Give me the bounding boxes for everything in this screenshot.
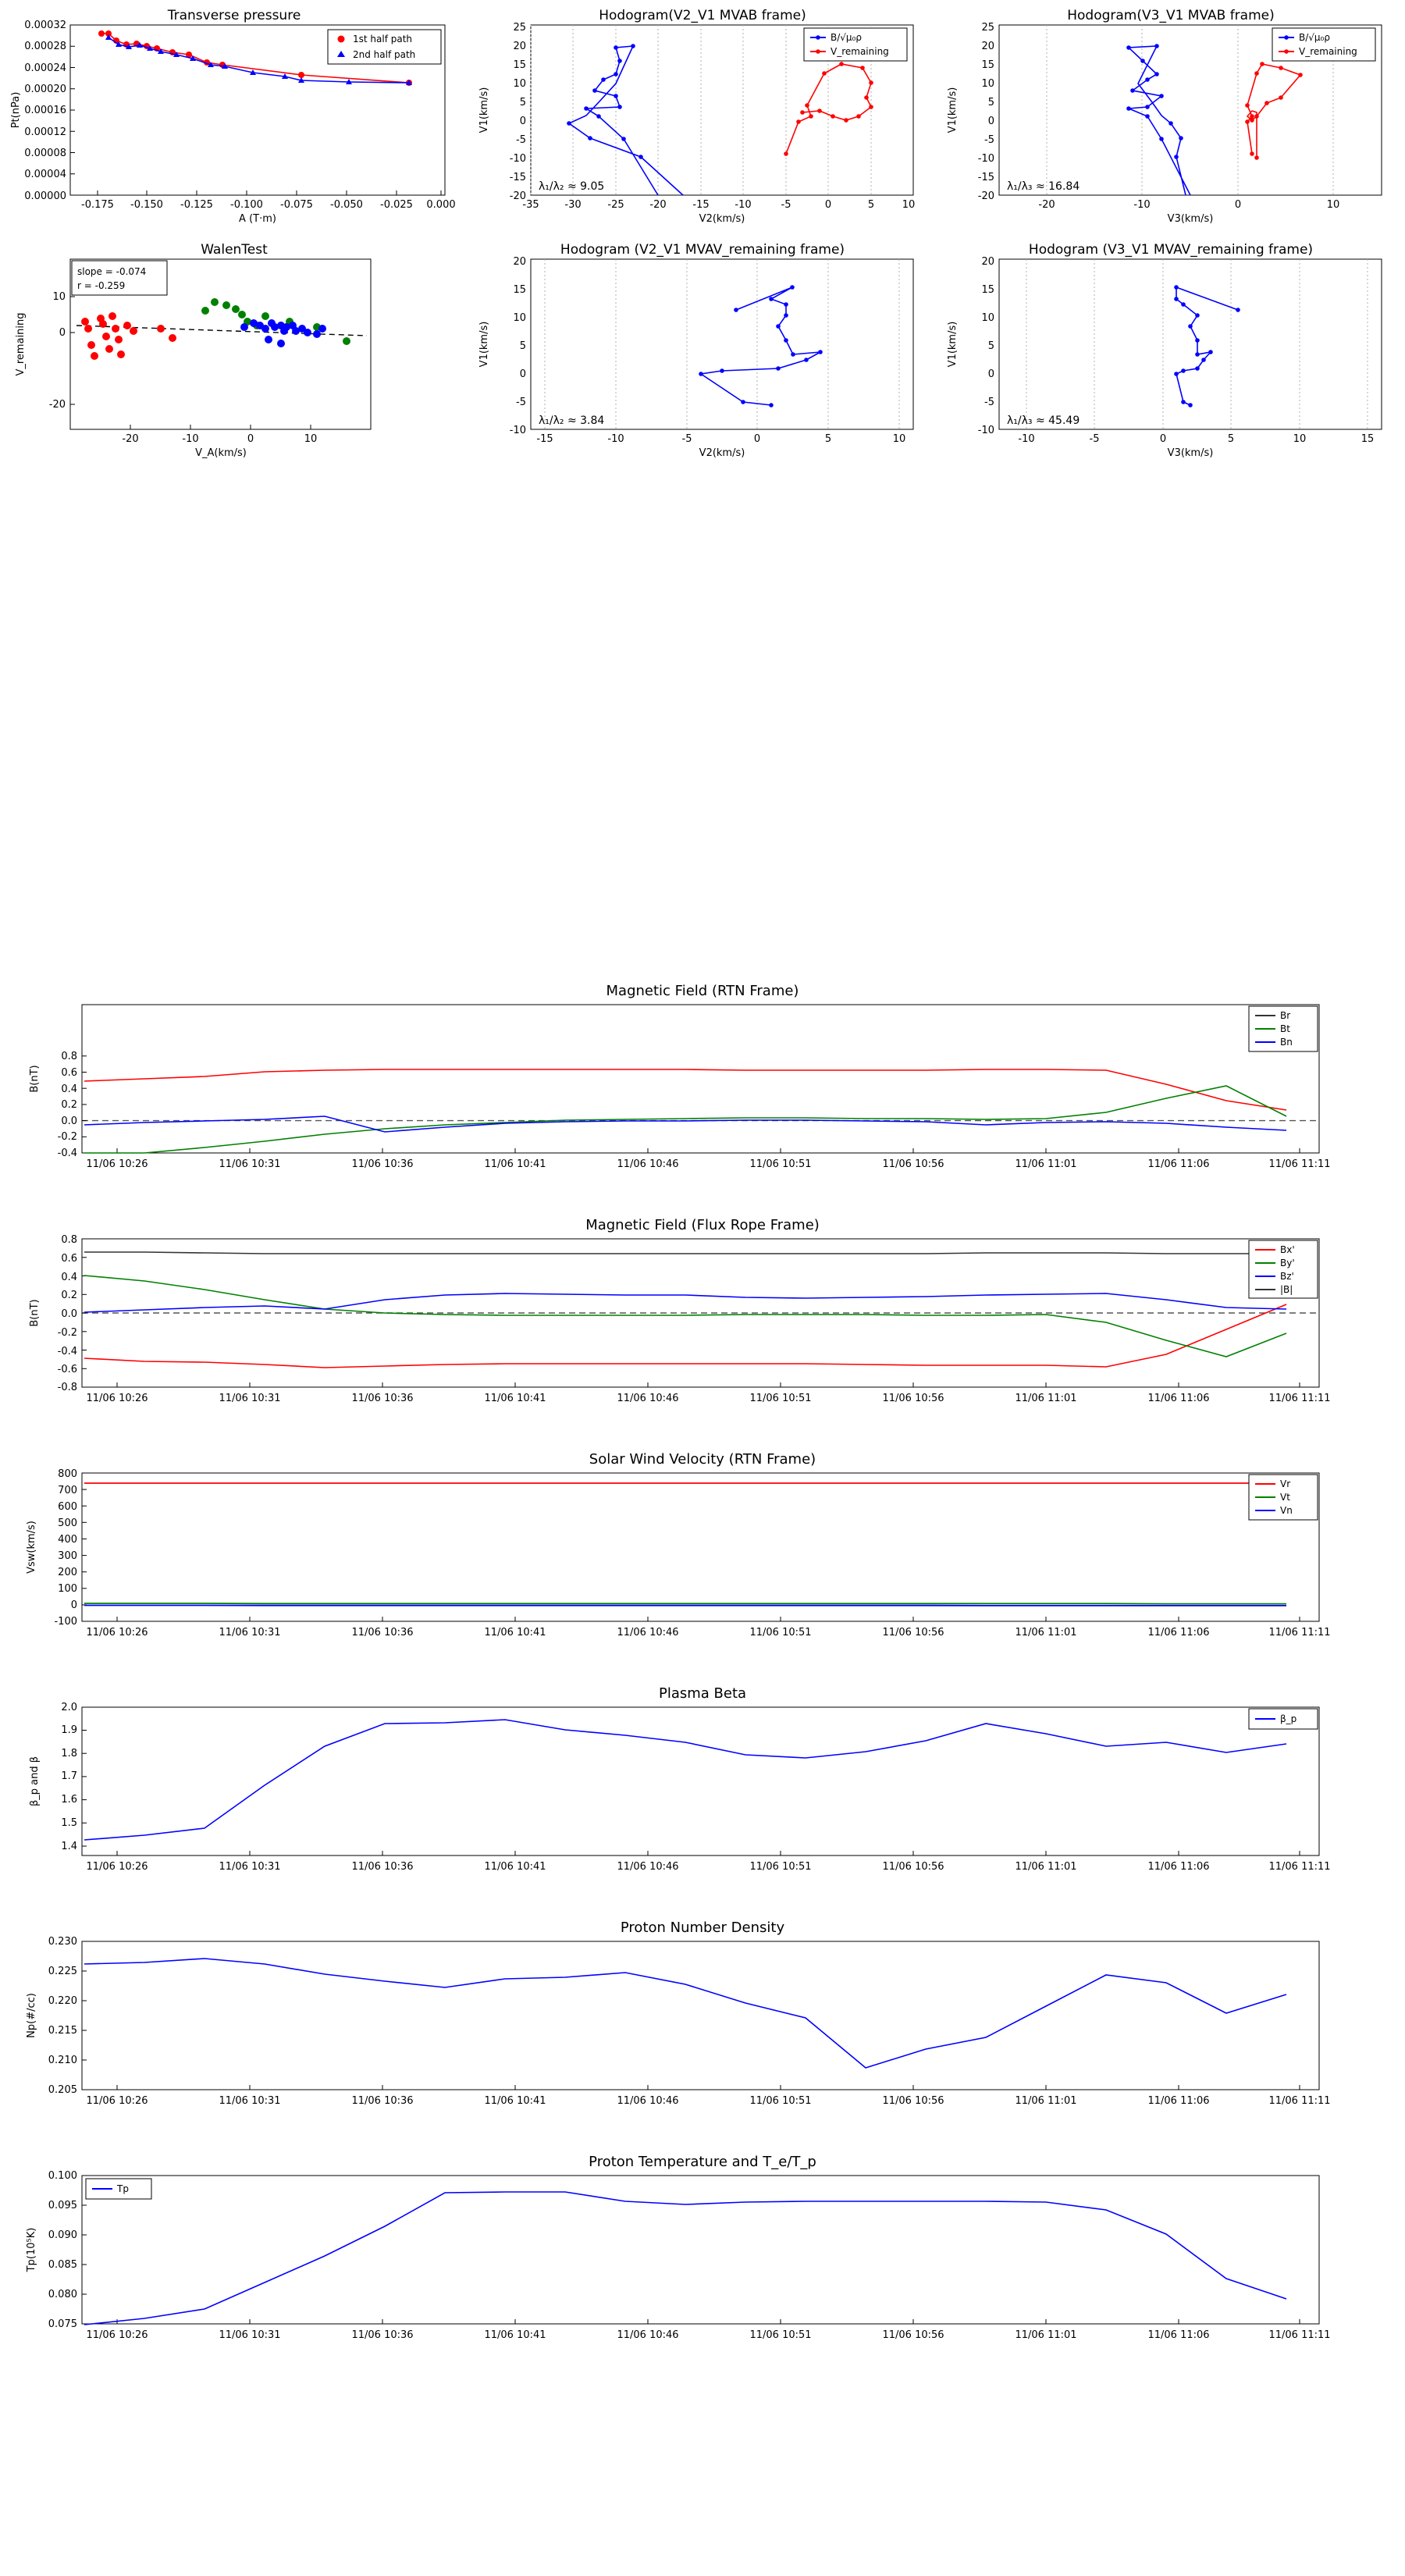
svg-text:400: 400	[58, 1534, 77, 1546]
x-axis-label: V_A(km/s)	[195, 447, 247, 459]
svg-text:0: 0	[753, 433, 761, 445]
panel-solar-wind-velocity	[0, 1440, 1405, 1674]
legend-label: Vn	[1280, 1505, 1293, 1516]
panel-title: Transverse pressure	[167, 8, 301, 23]
svg-text:15: 15	[1361, 433, 1375, 445]
svg-text:11/06 11:06: 11/06 11:06	[1147, 2095, 1210, 2107]
svg-text:0.6: 0.6	[61, 1067, 77, 1079]
svg-text:15: 15	[981, 59, 994, 71]
svg-text:15: 15	[513, 59, 526, 71]
svg-text:11/06 10:41: 11/06 10:41	[484, 1158, 546, 1170]
svg-text:11/06 10:46: 11/06 10:46	[617, 1861, 679, 1873]
transverse-pressure-svg	[0, 0, 468, 226]
magnetic-field-flux-rope-svg	[0, 1206, 1405, 1440]
x-tick-labels	[522, 199, 915, 211]
svg-text:1.8: 1.8	[61, 1748, 77, 1759]
svg-text:-15: -15	[536, 433, 553, 445]
svg-text:11/06 10:46: 11/06 10:46	[617, 2329, 679, 2341]
legend	[328, 30, 441, 64]
panel-title: Proton Number Density	[620, 1920, 785, 1936]
svg-text:11/06 10:26: 11/06 10:26	[86, 1393, 148, 1404]
y-axis-label: Tp(10⁵K)	[26, 2227, 37, 2272]
svg-text:0.4: 0.4	[61, 1083, 77, 1095]
svg-text:10: 10	[304, 433, 318, 445]
svg-text:-15: -15	[509, 172, 526, 183]
svg-text:-0.175: -0.175	[81, 199, 114, 211]
axes-frame	[82, 2176, 1319, 2324]
svg-text:11/06 10:36: 11/06 10:36	[351, 2095, 414, 2107]
svg-text:-5: -5	[984, 134, 994, 146]
svg-text:200: 200	[58, 1567, 77, 1578]
svg-text:-0.4: -0.4	[57, 1147, 77, 1159]
panel-plasma-beta	[0, 1674, 1405, 1909]
svg-text:-10: -10	[977, 153, 994, 165]
svg-text:-10: -10	[977, 425, 994, 436]
svg-text:11/06 10:36: 11/06 10:36	[351, 1158, 414, 1170]
hodogram-v2v1-mvab-svg	[468, 0, 937, 226]
svg-text:11/06 10:41: 11/06 10:41	[484, 1393, 546, 1404]
legend-label: Bx'	[1280, 1244, 1295, 1255]
legend-label: By'	[1280, 1258, 1295, 1268]
svg-text:0.215: 0.215	[48, 2025, 77, 2037]
legend-label: V_remaining	[831, 46, 889, 57]
svg-text:11/06 10:31: 11/06 10:31	[219, 1627, 281, 1638]
svg-text:0.00024: 0.00024	[24, 62, 66, 74]
svg-text:0.000: 0.000	[426, 199, 456, 211]
svg-text:-10: -10	[182, 433, 199, 445]
y-axis-label: V1(km/s)	[947, 87, 959, 133]
svg-text:11/06 10:51: 11/06 10:51	[749, 2329, 812, 2341]
y-axis-label: β_p and β	[29, 1756, 41, 1807]
proton-temperature-svg	[0, 2143, 1405, 2377]
svg-text:11/06 10:46: 11/06 10:46	[617, 1393, 679, 1404]
svg-text:11/06 10:56: 11/06 10:56	[882, 2329, 944, 2341]
svg-text:11/06 10:26: 11/06 10:26	[86, 2329, 148, 2341]
svg-text:-30: -30	[564, 199, 582, 211]
panel-walen-test	[0, 234, 468, 461]
svg-text:-25: -25	[607, 199, 624, 211]
svg-text:11/06 11:06: 11/06 11:06	[1147, 2329, 1210, 2341]
svg-text:0.100: 0.100	[48, 2170, 77, 2182]
svg-text:11/06 11:01: 11/06 11:01	[1015, 1393, 1077, 1404]
y-tick-labels	[978, 22, 994, 202]
svg-text:5: 5	[519, 340, 526, 352]
svg-text:-5: -5	[1089, 433, 1100, 445]
svg-text:2.0: 2.0	[61, 1702, 77, 1713]
svg-text:-35: -35	[522, 199, 539, 211]
legend-label: Bt	[1280, 1023, 1290, 1034]
svg-text:-10: -10	[509, 425, 526, 436]
y-tick-labels	[48, 2170, 87, 2330]
fit-slope-text: slope = -0.074	[77, 266, 147, 277]
svg-text:0.6: 0.6	[61, 1253, 77, 1265]
svg-text:0.0: 0.0	[61, 1115, 77, 1127]
svg-text:11/06 10:31: 11/06 10:31	[219, 2329, 281, 2341]
svg-text:0.00032: 0.00032	[24, 20, 66, 31]
svg-text:11/06 11:06: 11/06 11:06	[1147, 1393, 1210, 1404]
panel-proton-temperature	[0, 2143, 1405, 2377]
svg-text:0: 0	[247, 433, 254, 445]
svg-text:11/06 10:41: 11/06 10:41	[484, 1861, 546, 1873]
svg-text:11/06 10:31: 11/06 10:31	[219, 1158, 281, 1170]
solar-wind-velocity-svg	[0, 1440, 1405, 1674]
panel-magnetic-field-flux-rope	[0, 1206, 1405, 1440]
svg-text:10: 10	[902, 199, 916, 211]
panel-title: Hodogram(V2_V1 MVAB frame)	[599, 8, 806, 23]
svg-text:-0.050: -0.050	[330, 199, 363, 211]
svg-text:0.225: 0.225	[48, 1966, 77, 1977]
svg-text:0.220: 0.220	[48, 1995, 77, 2007]
y-axis-label: V_remaining	[15, 312, 27, 376]
svg-text:11/06 10:56: 11/06 10:56	[882, 1158, 944, 1170]
svg-text:-15: -15	[977, 172, 994, 183]
svg-text:-15: -15	[692, 199, 710, 211]
svg-text:25: 25	[513, 22, 526, 34]
legend-label: 1st half path	[353, 34, 413, 44]
svg-text:-0.2: -0.2	[57, 1327, 77, 1339]
svg-text:1.4: 1.4	[61, 1841, 77, 1852]
svg-text:0.8: 0.8	[61, 1051, 77, 1062]
svg-text:10: 10	[1326, 199, 1340, 211]
svg-text:-20: -20	[122, 433, 139, 445]
y-tick-labels	[510, 22, 526, 202]
svg-text:0.00000: 0.00000	[24, 190, 66, 202]
panel-title: Magnetic Field (Flux Rope Frame)	[585, 1217, 820, 1233]
svg-text:11/06 10:31: 11/06 10:31	[219, 2095, 281, 2107]
axes-frame	[82, 1707, 1319, 1856]
axes-frame	[82, 1473, 1319, 1621]
panel-title: WalenTest	[201, 242, 268, 258]
plot-area	[10, 20, 456, 225]
panel-hodogram-v2v1-mvav	[468, 234, 937, 461]
svg-text:-5: -5	[781, 199, 791, 211]
axes-frame	[531, 259, 913, 429]
svg-text:11/06 10:51: 11/06 10:51	[749, 1861, 812, 1873]
svg-text:11/06 10:46: 11/06 10:46	[617, 1158, 679, 1170]
svg-text:600: 600	[58, 1501, 77, 1513]
svg-text:0: 0	[519, 368, 526, 380]
svg-text:0.2: 0.2	[61, 1290, 77, 1301]
svg-text:1.5: 1.5	[61, 1817, 77, 1829]
svg-text:-0.2: -0.2	[57, 1131, 77, 1143]
axes-frame	[82, 1005, 1319, 1153]
svg-text:11/06 10:31: 11/06 10:31	[219, 1393, 281, 1404]
svg-text:11/06 11:01: 11/06 11:01	[1015, 2095, 1077, 2107]
svg-text:-5: -5	[516, 134, 526, 146]
svg-text:0.205: 0.205	[48, 2084, 77, 2096]
svg-text:0.095: 0.095	[48, 2200, 77, 2211]
svg-text:11/06 10:41: 11/06 10:41	[484, 2095, 546, 2107]
svg-text:11/06 10:56: 11/06 10:56	[882, 1861, 944, 1873]
svg-text:-10: -10	[1018, 433, 1035, 445]
series-vt	[84, 1603, 1286, 1604]
svg-text:11/06 10:26: 11/06 10:26	[86, 1158, 148, 1170]
y-tick-labels	[48, 1936, 87, 2096]
svg-text:11/06 10:36: 11/06 10:36	[351, 2329, 414, 2341]
svg-text:5: 5	[519, 97, 526, 109]
svg-text:-5: -5	[516, 397, 526, 408]
svg-text:-20: -20	[1038, 199, 1055, 211]
legend	[804, 28, 907, 61]
y-tick-labels	[510, 256, 526, 436]
y-axis-label: Vsw(km/s)	[26, 1521, 37, 1574]
svg-text:10: 10	[981, 312, 994, 324]
legend	[1249, 1709, 1318, 1729]
svg-text:11/06 11:01: 11/06 11:01	[1015, 2329, 1077, 2341]
svg-text:11/06 10:46: 11/06 10:46	[617, 1627, 679, 1638]
magnetic-field-rtn-svg	[0, 972, 1405, 1206]
x-tick-labels	[536, 433, 905, 445]
panel-title: Solar Wind Velocity (RTN Frame)	[589, 1451, 816, 1468]
svg-text:11/06 10:51: 11/06 10:51	[749, 1393, 812, 1404]
svg-text:11/06 10:41: 11/06 10:41	[484, 1627, 546, 1638]
svg-text:100: 100	[58, 1583, 77, 1595]
svg-text:0.090: 0.090	[48, 2229, 77, 2241]
fit-textbox	[72, 261, 167, 295]
svg-text:-0.4: -0.4	[57, 1346, 77, 1357]
svg-text:25: 25	[981, 22, 994, 34]
panel-hodogram-v3v1-mvav	[937, 234, 1405, 461]
svg-text:300: 300	[58, 1550, 77, 1562]
svg-text:1.7: 1.7	[61, 1770, 77, 1782]
proton-number-density-svg	[0, 1909, 1405, 2143]
svg-text:0.2: 0.2	[61, 1099, 77, 1111]
panel-hodogram-v2v1-mvab	[468, 0, 937, 226]
svg-text:11/06 11:11: 11/06 11:11	[1268, 2095, 1331, 2107]
svg-text:0.0: 0.0	[61, 1308, 77, 1320]
svg-text:-100: -100	[54, 1616, 77, 1628]
x-axis-label: V3(km/s)	[1167, 447, 1214, 459]
legend-label: Vt	[1280, 1492, 1290, 1503]
fit-correlation-text: r = -0.259	[77, 280, 126, 291]
svg-text:10: 10	[513, 312, 526, 324]
y-tick-labels	[24, 20, 75, 202]
svg-text:-5: -5	[681, 433, 692, 445]
svg-text:-0.075: -0.075	[280, 199, 313, 211]
panel-transverse-pressure	[0, 0, 468, 226]
svg-text:11/06 11:11: 11/06 11:11	[1268, 1393, 1331, 1404]
svg-text:0.230: 0.230	[48, 1936, 77, 1948]
eigenvalue-ratio-annotation: λ₁/λ₃ ≈ 45.49	[1007, 415, 1080, 427]
svg-text:15: 15	[981, 284, 994, 296]
svg-text:5: 5	[987, 97, 994, 109]
svg-text:11/06 10:46: 11/06 10:46	[617, 2095, 679, 2107]
eigenvalue-ratio-annotation: λ₁/λ₃ ≈ 16.84	[1007, 180, 1080, 193]
svg-text:-0.8: -0.8	[57, 1382, 77, 1393]
plasma-beta-svg	[0, 1674, 1405, 1909]
svg-text:20: 20	[981, 41, 994, 52]
hodogram-v2v1-mvav-svg	[468, 234, 937, 461]
legend-label: Bn	[1280, 1037, 1293, 1048]
legend-label: |B|	[1280, 1284, 1293, 1295]
svg-text:0.210: 0.210	[48, 2055, 77, 2066]
svg-text:10: 10	[52, 291, 66, 303]
panel-proton-number-density	[0, 1909, 1405, 2143]
svg-text:11/06 10:51: 11/06 10:51	[749, 1158, 812, 1170]
svg-text:0.00020: 0.00020	[24, 84, 66, 95]
y-axis-label: B(nT)	[29, 1299, 41, 1327]
panel-title: Plasma Beta	[658, 1685, 747, 1702]
legend-label: B/√μ₀ρ	[831, 32, 862, 43]
svg-text:0.00012: 0.00012	[24, 126, 66, 138]
svg-text:0.080: 0.080	[48, 2289, 77, 2300]
svg-text:15: 15	[513, 284, 526, 296]
svg-text:11/06 11:11: 11/06 11:11	[1268, 2329, 1331, 2341]
svg-text:20: 20	[981, 256, 994, 268]
panel-title: Hodogram(V3_V1 MVAB frame)	[1067, 8, 1275, 23]
walen-test-svg	[0, 234, 468, 461]
svg-text:-0.125: -0.125	[180, 199, 213, 211]
svg-text:11/06 11:01: 11/06 11:01	[1015, 1627, 1077, 1638]
svg-text:0: 0	[987, 116, 994, 127]
legend-label: Tp	[117, 2183, 129, 2194]
svg-text:11/06 10:36: 11/06 10:36	[351, 1861, 414, 1873]
legend	[86, 2179, 151, 2199]
legend-label: Br	[1280, 1010, 1291, 1021]
legend-label: Vr	[1280, 1478, 1291, 1489]
legend	[1249, 1240, 1318, 1298]
svg-text:-20: -20	[509, 190, 526, 202]
legend	[1249, 1475, 1318, 1520]
hodogram-v3v1-mvav-svg	[937, 234, 1405, 461]
svg-text:11/06 10:26: 11/06 10:26	[86, 1861, 148, 1873]
svg-text:10: 10	[981, 78, 994, 90]
x-tick-labels	[1038, 199, 1339, 211]
svg-text:11/06 11:06: 11/06 11:06	[1147, 1627, 1210, 1638]
x-axis-label: V2(km/s)	[699, 447, 745, 459]
svg-text:0.00016: 0.00016	[24, 105, 66, 116]
eigenvalue-ratio-annotation: λ₁/λ₂ ≈ 9.05	[539, 180, 605, 193]
svg-text:0: 0	[987, 368, 994, 380]
x-axis-label: A (T·m)	[239, 213, 276, 225]
x-axis-label: V2(km/s)	[699, 213, 745, 225]
svg-text:0.4: 0.4	[61, 1272, 77, 1283]
panel-title: Magnetic Field (RTN Frame)	[606, 983, 799, 999]
svg-text:11/06 10:56: 11/06 10:56	[882, 1393, 944, 1404]
panel-title: Hodogram (V3_V1 MVAV_remaining frame)	[1028, 242, 1314, 258]
svg-text:500: 500	[58, 1517, 77, 1529]
svg-text:11/06 10:36: 11/06 10:36	[351, 1627, 414, 1638]
svg-text:-10: -10	[1133, 199, 1151, 211]
svg-text:20: 20	[513, 41, 526, 52]
svg-text:0.085: 0.085	[48, 2259, 77, 2271]
svg-text:5: 5	[987, 340, 994, 352]
svg-text:0.075: 0.075	[48, 2318, 77, 2330]
y-axis-label: V1(km/s)	[478, 321, 490, 368]
svg-text:-20: -20	[48, 399, 66, 411]
svg-text:11/06 10:56: 11/06 10:56	[882, 2095, 944, 2107]
legend	[1249, 1006, 1318, 1051]
svg-text:-20: -20	[977, 190, 994, 202]
svg-text:0: 0	[1159, 433, 1167, 445]
svg-text:11/06 10:51: 11/06 10:51	[749, 1627, 812, 1638]
svg-text:1.9: 1.9	[61, 1724, 77, 1736]
svg-text:-10: -10	[509, 153, 526, 165]
svg-text:11/06 11:01: 11/06 11:01	[1015, 1861, 1077, 1873]
y-axis-label: V1(km/s)	[478, 87, 490, 133]
svg-text:-10: -10	[607, 433, 624, 445]
svg-text:0: 0	[519, 116, 526, 127]
svg-text:11/06 11:11: 11/06 11:11	[1268, 1158, 1331, 1170]
hodogram-v3v1-mvab-svg	[937, 0, 1405, 226]
legend-label: 2nd half path	[353, 49, 416, 60]
svg-text:5: 5	[867, 199, 875, 211]
svg-text:11/06 10:36: 11/06 10:36	[351, 1393, 414, 1404]
svg-text:5: 5	[824, 433, 832, 445]
y-axis-label: B(nT)	[29, 1065, 41, 1093]
panel-title: Proton Temperature and T_e/T_p	[589, 2154, 816, 2170]
panel-hodogram-v3v1-mvab	[937, 0, 1405, 226]
svg-text:-10: -10	[735, 199, 752, 211]
svg-text:0: 0	[59, 327, 66, 339]
svg-text:5: 5	[1227, 433, 1235, 445]
legend-label: β_p	[1280, 1713, 1297, 1724]
svg-text:800: 800	[58, 1468, 77, 1480]
svg-text:0.00008: 0.00008	[24, 148, 66, 159]
svg-text:-0.100: -0.100	[230, 199, 263, 211]
y-tick-labels	[978, 256, 994, 436]
x-axis-label: V3(km/s)	[1167, 213, 1214, 225]
svg-text:10: 10	[892, 433, 906, 445]
svg-text:700: 700	[58, 1485, 77, 1496]
legend-label: V_remaining	[1299, 46, 1357, 57]
svg-text:11/06 11:01: 11/06 11:01	[1015, 1158, 1077, 1170]
svg-text:0.00028: 0.00028	[24, 41, 66, 52]
svg-text:10: 10	[513, 78, 526, 90]
svg-text:-5: -5	[984, 397, 994, 408]
svg-text:11/06 11:11: 11/06 11:11	[1268, 1861, 1331, 1873]
svg-text:0: 0	[1234, 199, 1242, 211]
svg-text:11/06 10:26: 11/06 10:26	[86, 2095, 148, 2107]
legend-label: Bz'	[1280, 1271, 1294, 1282]
svg-text:11/06 11:06: 11/06 11:06	[1147, 1861, 1210, 1873]
svg-text:0: 0	[824, 199, 832, 211]
y-axis-label: Np(#/cc)	[26, 1993, 37, 2038]
svg-text:11/06 10:26: 11/06 10:26	[86, 1627, 148, 1638]
svg-text:1.6: 1.6	[61, 1794, 77, 1806]
svg-text:-20: -20	[649, 199, 667, 211]
legend	[1272, 28, 1375, 61]
svg-text:-0.025: -0.025	[380, 199, 413, 211]
svg-text:11/06 11:06: 11/06 11:06	[1147, 1158, 1210, 1170]
svg-text:11/06 10:41: 11/06 10:41	[484, 2329, 546, 2341]
svg-text:11/06 11:11: 11/06 11:11	[1268, 1627, 1331, 1638]
panel-magnetic-field-rtn	[0, 972, 1405, 1206]
panel-title: Hodogram (V2_V1 MVAV_remaining frame)	[560, 242, 845, 258]
svg-text:-0.150: -0.150	[130, 199, 163, 211]
x-tick-labels	[1018, 433, 1374, 445]
svg-text:20: 20	[513, 256, 526, 268]
svg-text:11/06 10:31: 11/06 10:31	[219, 1861, 281, 1873]
svg-text:10: 10	[1293, 433, 1307, 445]
eigenvalue-ratio-annotation: λ₁/λ₂ ≈ 3.84	[539, 415, 605, 427]
legend-label: B/√μ₀ρ	[1299, 32, 1330, 43]
y-axis-label: V1(km/s)	[947, 321, 959, 368]
svg-text:11/06 10:56: 11/06 10:56	[882, 1627, 944, 1638]
svg-text:0.00004: 0.00004	[24, 169, 66, 180]
svg-text:11/06 10:51: 11/06 10:51	[749, 2095, 812, 2107]
y-axis-label: Pt(nPa)	[10, 91, 22, 129]
svg-text:0: 0	[70, 1599, 77, 1611]
svg-text:-0.6: -0.6	[57, 1364, 77, 1375]
svg-text:0.8: 0.8	[61, 1234, 77, 1246]
axes-frame	[82, 1941, 1319, 2090]
